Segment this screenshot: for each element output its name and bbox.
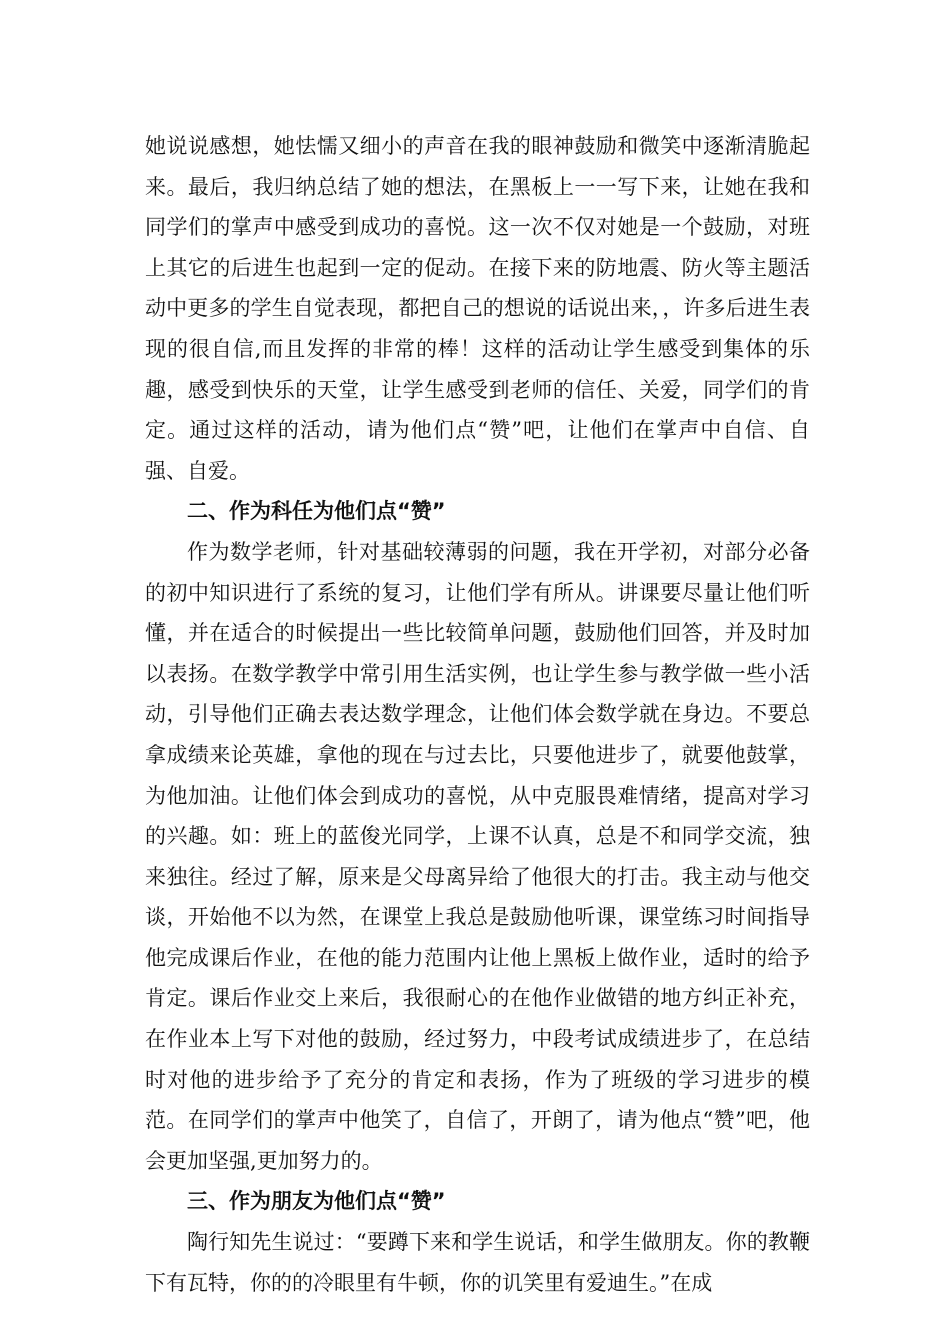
body-paragraph-3: 陶行知先生说过：“要蹲下来和学生说话，和学生做朋友。你的教鞭下有瓦特，你的的冷眼里有牛顿，你的讥笑里有爱迪生。”在成 [145, 1230, 810, 1295]
section-heading-2: 二、作为科任为他们点“赞” [187, 499, 446, 524]
section-heading-3: 三、作为朋友为他们点“赞” [187, 1189, 446, 1214]
body-paragraph-1: 她说说感想，她怯懦又细小的声音在我的眼神鼓励和微笑中逐渐清脆起来。最后，我归纳总结了她的想法，在黑板上一一写下来，让她在我和同学们的掌声中感受到成功的喜悦。这一次不仅对她是一个鼓励，对班上其它的后进生也起到一定的促动。在接下来的防地震、防火等主题活动中更多的学生自觉表现，都把自己的想说的话说出来，，许多后进生表现的很自信,而且发挥的非常的棒！这样的活动让学生感受到集体的乐趣，感受到快乐的天堂，让学生感受到老师的信任、关爱，同学们的肯定。通过这样的活动，请为他们点“赞”吧，让他们在掌声中自信、自强、自爱。 [145, 134, 810, 483]
body-paragraph-2: 作为数学老师，针对基础较薄弱的问题，我在开学初，对部分必备的初中知识进行了系统的复习，让他们学有所从。讲课要尽量让他们听懂，并在适合的时候提出一些比较简单问题，鼓励他们回答，并及时加以表扬。在数学教学中常引用生活实例，也让学生参与教学做一些小活动，引导他们正确去表达数学理念，让他们体会数学就在身边。不要总拿成绩来论英雄，拿他的现在与过去比，只要他进步了，就要他鼓掌，为他加油。让他们体会到成功的喜悦，从中克服畏难情绪，提高对学习的兴趣。如：班上的蓝俊光同学，上课不认真，总是不和同学交流，独来独往。经过了解，原来是父母离异给了他很大的打击。我主动与他交谈，开始他不以为然，在课堂上我总是鼓励他听课，课堂练习时间指导他完成课后作业，在他的能力范围内让他上黑板上做作业，适时的给予肯定。课后作业交上来后，我很耐心的在他作业做错的地方纠正补充，在作业本上写下对他的鼓励，经过努力，中段考试成绩进步了，在总结时对他的进步给予了充分的肯定和表扬，作为了班级的学习进步的模范。在同学们的掌声中他笑了，自信了，开朗了，请为他点“赞”吧，他会更加坚强,更加努力的。 [145, 539, 810, 1173]
